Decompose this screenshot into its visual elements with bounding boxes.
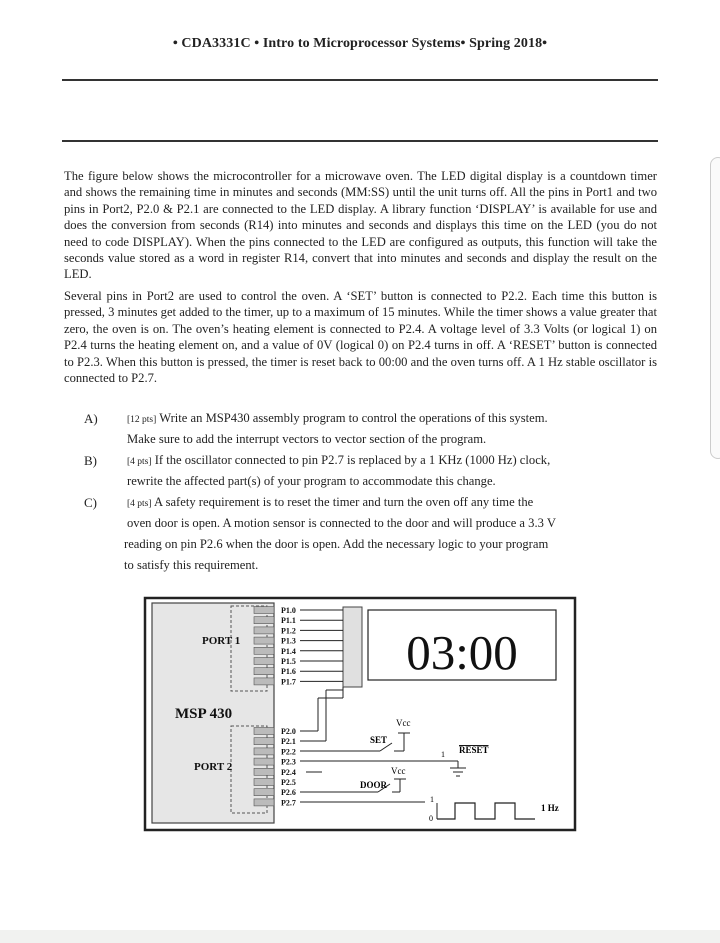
door-label: DOOR — [360, 780, 387, 790]
page-edge-tab — [710, 157, 720, 459]
question-line: rewrite the affected part(s) of your program to accommodate this change. — [127, 474, 496, 488]
pin-label: P1.0 — [281, 606, 296, 615]
course-header: • CDA3331C • Intro to Microprocessor Systems• Spring 2018• — [172, 36, 548, 51]
question-letter: B) — [84, 453, 97, 468]
display-value: 03:00 — [406, 625, 518, 680]
question-line: oven door is open. A motion sensor is connected to the door and will produce a 3.3 V — [127, 516, 556, 530]
pin-label: P1.6 — [281, 667, 296, 677]
pin-label: P2.3 — [281, 757, 296, 767]
question-letter: A) — [84, 411, 98, 426]
question-line: [4 pts] If the oscillator connected to pin P2.7 is replaced by a 1 KHz (1000 Hz) clock, — [127, 453, 551, 467]
question-line: Make sure to add the interrupt vectors to vector section of the program. — [127, 432, 487, 446]
vcc-label: Vcc — [396, 718, 411, 728]
chip-label: MSP 430 — [175, 706, 233, 722]
clock-low-label: 0 — [429, 814, 433, 823]
port2-label: PORT 2 — [194, 761, 233, 773]
pin-label: P1.7 — [281, 677, 296, 687]
led-connector — [343, 607, 362, 687]
set-label: SET — [370, 735, 388, 745]
pin-label: P2.1 — [281, 737, 296, 747]
pin-label: P2.5 — [281, 778, 296, 787]
clock-frequency: 1 Hz — [541, 803, 559, 813]
question-letter: C) — [84, 495, 97, 510]
pin-label: P2.4 — [281, 767, 296, 777]
pin-label: P2.6 — [281, 788, 296, 798]
reset-marker: 1 — [441, 750, 445, 759]
vcc-label: Vcc — [391, 766, 406, 776]
intro-paragraph: The figure below shows the microcontroller for a microwave oven. The LED digital display is a countdown timer and shows the remaining time in minutes and seconds (MM:SS) until the unit turns off. All the pins in Port1 and two pins in Port2, P2.0 & P2.1 are connected to the LED display. A library function ‘DISPLAY’ is available for use and does the conversion from seconds (R14) into minutes and seconds and displays this time on the LED (you do not need to code DISPLAY). When the pins connected to the LED are configured as outputs, this function will take the seconds value stored as a word in register R14, convert that into minutes and seconds and display the result on the LED. — [64, 169, 657, 282]
port1-label: PORT 1 — [202, 635, 241, 647]
question-line: [4 pts] A safety requirement is to reset the timer and turn the oven off any time the — [127, 495, 534, 509]
pin-label: P1.1 — [281, 616, 296, 626]
pin-label: P2.2 — [281, 747, 296, 757]
points-label: [4 pts] — [127, 457, 152, 467]
control-paragraph: Several pins in Port2 are used to control the oven. A ‘SET’ button is connected to P2.2. Each time this button is pressed, 3 minutes get added to the timer, up to a maximum of 15 minutes. While the timer shows a value greater that zero, the oven is on. The oven’s heating element is connected to P2.4. A voltage level of 3.3 Volts (or logical 1) on P2.4 turns the heating element on, and a value of 0V (logical 0) on P2.4 turns in off. A ‘RESET’ button is connected to P2.3. When this button is pressed, the timer is reset back to 00:00 and the oven turns off. A 1 Hz stable oscillator is connected to P2.7. — [64, 289, 657, 386]
pin-label: P1.5 — [281, 657, 296, 666]
pin-label: P1.4 — [281, 646, 296, 656]
points-label: [4 pts] — [127, 499, 152, 509]
reset-label: RESET — [459, 745, 489, 755]
pin-label: P1.2 — [281, 626, 296, 636]
question-line: reading on pin P2.6 when the door is open. Add the necessary logic to your program — [124, 537, 549, 551]
clock-high-label: 1 — [430, 795, 434, 804]
pin-label: P2.0 — [281, 727, 296, 736]
pin-label: P2.7 — [281, 798, 296, 808]
question-line: [12 pts] Write an MSP430 assembly program to control the operations of this system. — [127, 411, 548, 425]
question-line: to satisfy this requirement. — [124, 558, 259, 572]
points-label: [12 pts] — [127, 415, 157, 425]
pin-label: P1.3 — [281, 636, 296, 646]
